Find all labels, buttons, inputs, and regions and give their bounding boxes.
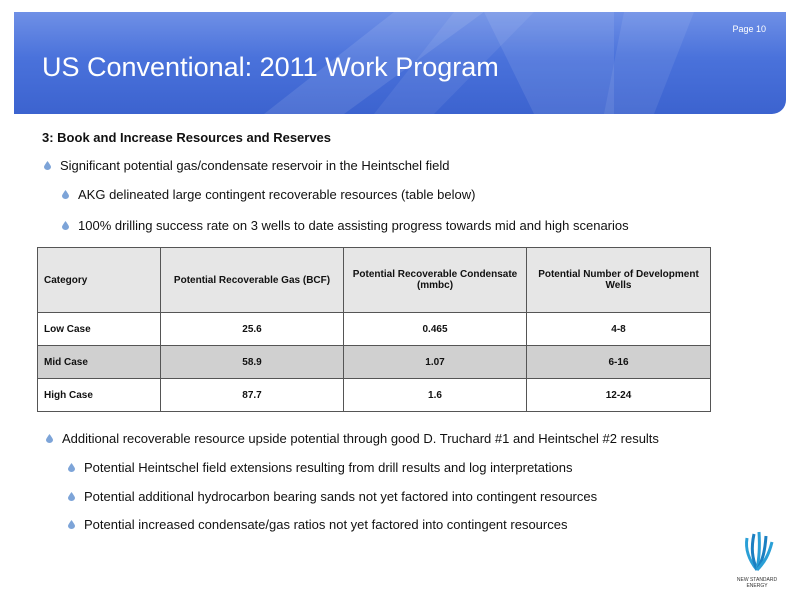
table-cell: Mid Case — [38, 346, 161, 379]
table-header-cell: Potential Recoverable Gas (BCF) — [161, 248, 344, 313]
section-heading: 3: Book and Increase Resources and Reserves — [42, 130, 332, 145]
bullet-drop-icon — [68, 492, 75, 501]
bullet-drop-icon — [68, 520, 75, 529]
bullet-drop-icon — [68, 463, 75, 472]
bullet-text: Potential Heintschel field extensions resulting from drill results and log interpretations — [84, 460, 573, 475]
bullet-item — [68, 460, 572, 475]
table-cell: 12-24 — [527, 379, 711, 412]
bullet-text: AKG delineated large contingent recoverable resources (table below) — [78, 187, 476, 202]
table-cell: High Case — [38, 379, 161, 412]
table-cell: 87.7 — [161, 379, 344, 412]
table-cell: 58.9 — [161, 346, 344, 379]
logo-text-line2: ENERGY — [746, 583, 768, 589]
fan-logo-icon — [737, 530, 777, 572]
logo-text-line1: NEW STANDARD — [736, 577, 778, 583]
table-cell: 1.6 — [344, 379, 527, 412]
bullet-text: Significant potential gas/condensate reservoir in the Heintschel field — [60, 158, 450, 173]
table-cell: 6-16 — [527, 346, 711, 379]
table-header-cell: Potential Number of Development Wells — [527, 248, 711, 313]
bullet-drop-icon — [46, 434, 53, 443]
bullet-item — [44, 158, 450, 173]
table-header-cell: Potential Recoverable Condensate (mmbc) — [344, 248, 527, 313]
company-logo — [732, 530, 782, 595]
table-header-row — [38, 248, 711, 313]
bullet-drop-icon — [62, 221, 69, 230]
table-cell: 1.07 — [344, 346, 527, 379]
table-cell: 0.465 — [344, 313, 527, 346]
table-row — [38, 313, 711, 346]
bullet-drop-icon — [44, 161, 51, 170]
bullet-item — [68, 517, 567, 532]
bullet-text: Potential additional hydrocarbon bearing sands not yet factored into contingent resources — [84, 489, 598, 504]
bullet-text: Potential increased condensate/gas ratios not yet factored into contingent resources — [84, 517, 568, 532]
table-header-cell: Category — [38, 248, 161, 313]
bullet-text: Additional recoverable resource upside potential through good D. Truchard #1 and Heintschel #2 results — [62, 431, 659, 446]
resources-table — [37, 247, 711, 412]
page-number: Page 10 — [732, 24, 766, 34]
table-cell: 4-8 — [527, 313, 711, 346]
page-title: US Conventional: 2011 Work Program — [42, 52, 499, 82]
bullet-item — [62, 218, 629, 233]
table-cell: 25.6 — [161, 313, 344, 346]
bullet-item — [46, 431, 659, 446]
bullet-text: 100% drilling success rate on 3 wells to date assisting progress towards mid and high scenarios — [78, 218, 629, 233]
bullet-drop-icon — [62, 190, 69, 199]
table-row — [38, 346, 711, 379]
bullet-item — [62, 187, 475, 202]
table-row — [38, 379, 711, 412]
title-banner — [14, 12, 786, 114]
table-cell: Low Case — [38, 313, 161, 346]
bullet-item — [68, 489, 597, 504]
